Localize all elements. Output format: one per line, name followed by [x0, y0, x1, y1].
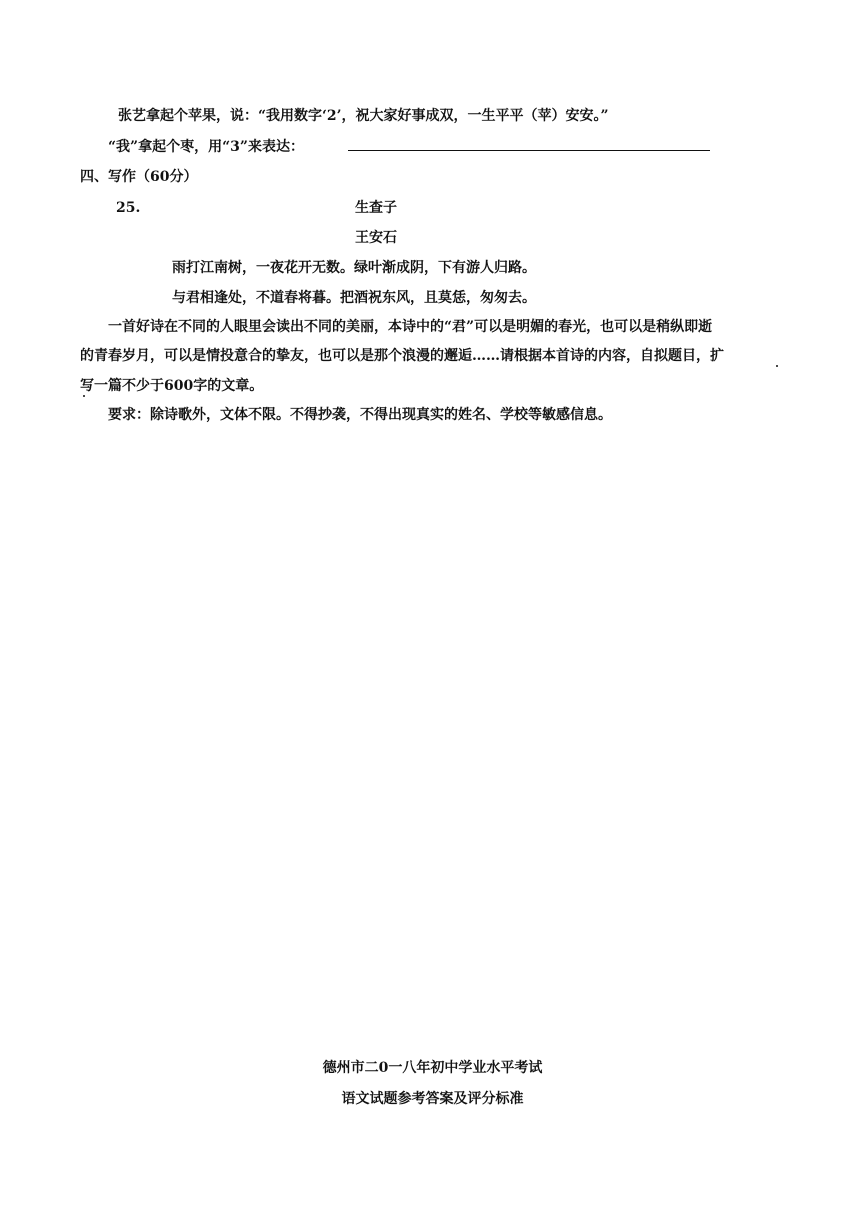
section-title: 四、写作（60分） — [80, 169, 198, 185]
writing-prompt-line-3: 写一篇不少于600字的文章。 — [80, 378, 264, 394]
emphasis-dot — [776, 365, 778, 367]
poem-line-2: 与君相逢处，不道春将暮。把酒祝东风，且莫恁，匆匆去。 — [172, 290, 536, 306]
poem-line-1: 雨打江南树，一夜花开无数。绿叶渐成阴，下有游人归路。 — [172, 260, 536, 276]
answer-key-title-line-1: 德州市二0一八年初中学业水平考试 — [322, 1060, 543, 1076]
answer-blank-line[interactable] — [348, 150, 710, 151]
poem-title: 生查子 — [355, 200, 397, 216]
fill-in-prompt: “我”拿起个枣，用“3”来表达： — [108, 139, 304, 155]
example-sentence: 张艺拿起个苹果，说：“我用数字‘2’，祝大家好事成双，一生平平（苹）安安。” — [118, 108, 609, 124]
answer-key-title-line-2: 语文试题参考答案及评分标准 — [341, 1091, 524, 1107]
writing-prompt-line-1: 一首好诗在不同的人眼里会读出不同的美丽，本诗中的“君”可以是明媚的春光，也可以是稍纵即逝 — [108, 319, 713, 335]
emphasis-dot — [83, 395, 85, 397]
poem-author: 王安石 — [355, 230, 397, 246]
writing-requirement: 要求：除诗歌外，文体不限。不得抄袭，不得出现真实的姓名、学校等敏感信息。 — [108, 407, 612, 423]
writing-prompt-line-2: 的青春岁月，可以是情投意合的挚友，也可以是那个浪漫的邂逅……请根据本首诗的内容，自拟题目，扩 — [80, 348, 724, 364]
question-number: 25. — [116, 200, 141, 216]
